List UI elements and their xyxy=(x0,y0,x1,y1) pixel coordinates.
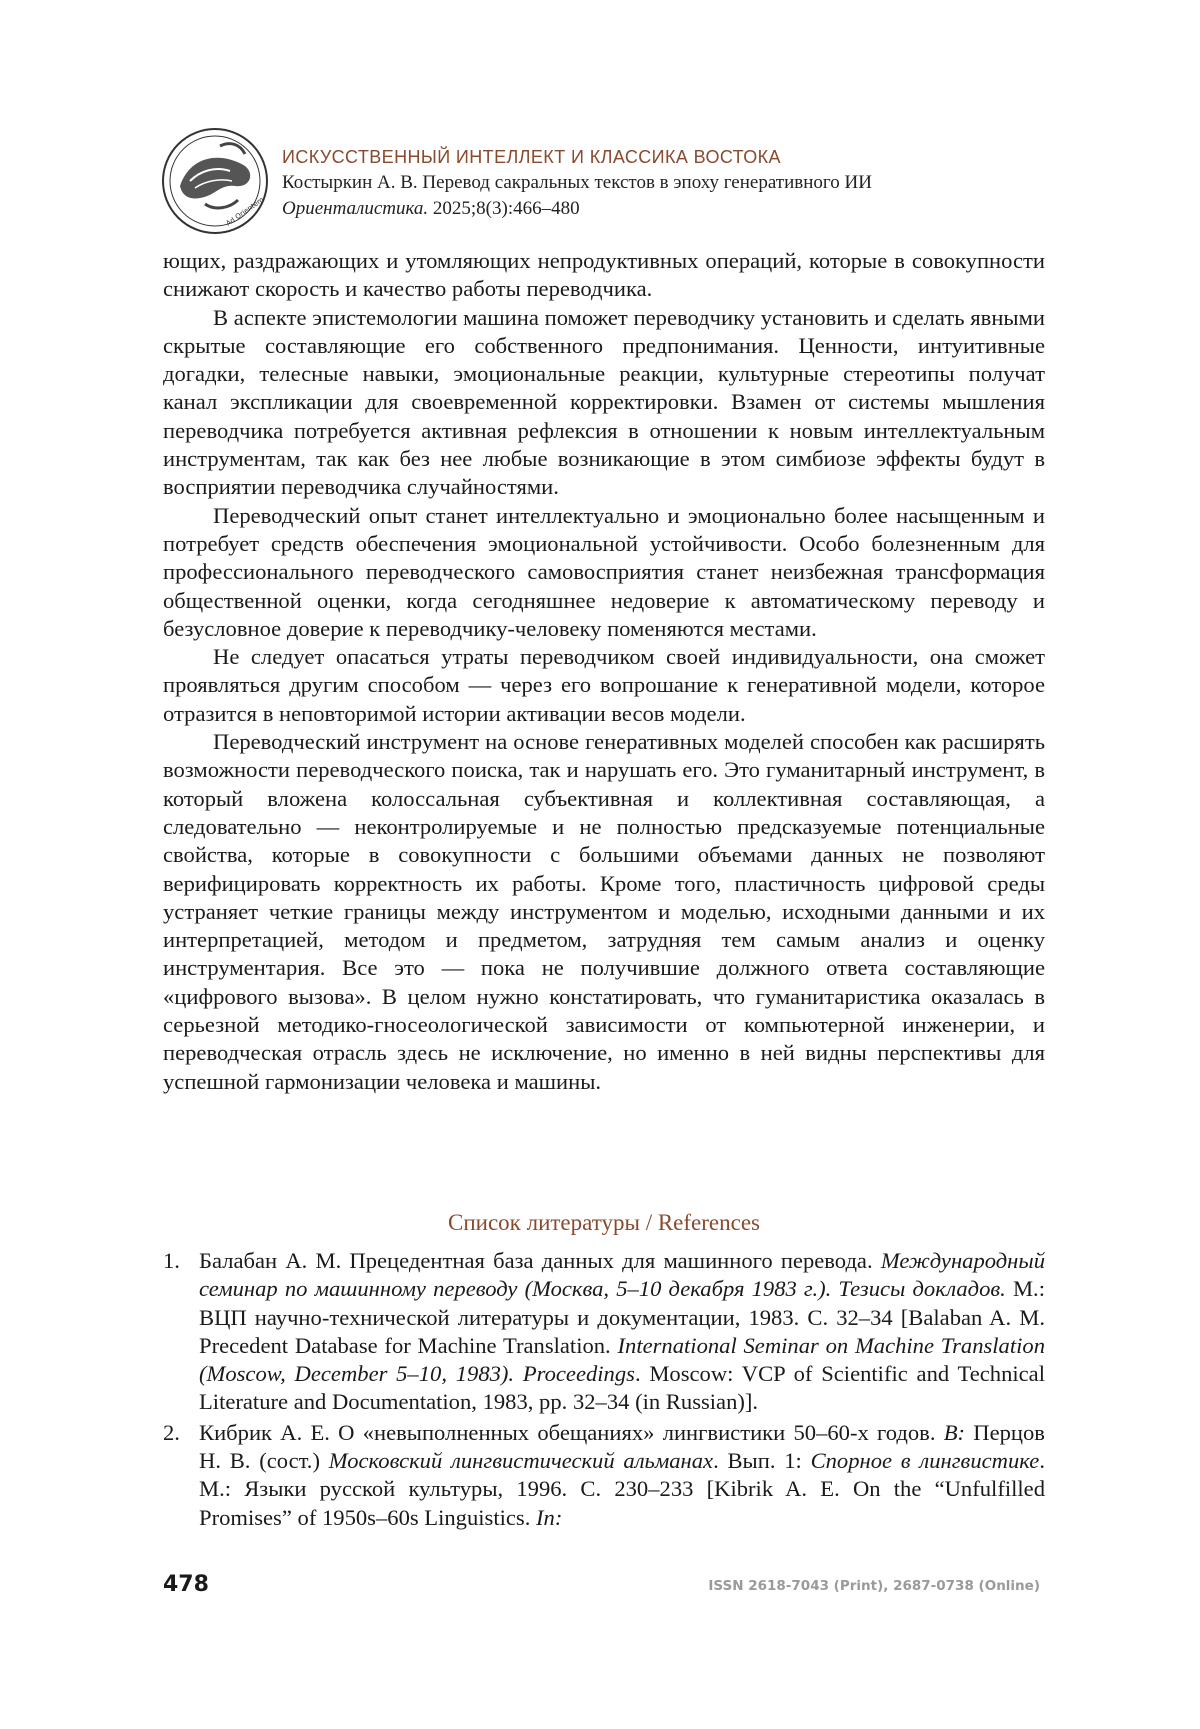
journal-citation xyxy=(282,196,1082,222)
paragraph-5: Переводческий инструмент на основе генеративных моделей способен как расширять возможности переводческого поиска, так и нарушать его. Это гуманитарный инструмент, в который вложена колоссальная субъективная и коллективная составляющая, а следовательно — неконтролируемые и не полностью предсказуемые потенциальные свойства, которые в совокупности с большими объемами данных не позволяют верифицировать корректность их работы. Кроме того, пластичность цифровой среды устраняет четкие границы между инструментом и моделью, исходными данными и их интерпретацией, методом и предметом, затрудняя тем самым анализ и оценку инструментария. Все это — пока не получившие должного ответа составляющие «цифрового вызова». В целом нужно констатировать, что гуманитаристика оказалась в серьезной методико-гносеологической зависимости от компьютерной инженерии, и переводческая отрасль здесь не исключение, но именно в ней видны перспективы для успешной гармонизации человека и машины. xyxy=(163,729,1045,1094)
article-info: Костыркин А. В. Перевод сакральных текстов в эпоху генеративного ИИ xyxy=(282,172,872,193)
reference-number: 1. xyxy=(163,1248,180,1273)
reference-number: 2. xyxy=(163,1419,180,1445)
reference-text: Балабан А. М. Прецедентная база данных для машинного перевода. Международный семинар по машинному переводу (Москва, 5–10 декабря 1983 г.). Тезисы докладов. М.: ВЦП научно-технической литературы и документации, 1983. С. 32–34 [Balaban A. M. Precedent Database for Machine Translation. International Seminar on Machine Translation (Moscow, December 5–10, 1983). Proceedings. Moscow: VCP of Scientific and Technical Literature and Documentation, 1983, pp. 32–34 (in Russian)]. xyxy=(199,1248,1046,1415)
references-heading: Список литературы / References xyxy=(448,1210,760,1235)
reference-item-2 xyxy=(163,1419,1045,1532)
section-title: ИСКУССТВЕННЫЙ ИНТЕЛЛЕКТ И КЛАССИКА ВОСТОКА xyxy=(282,147,781,167)
journal-name: Ориенталистика. xyxy=(282,198,429,219)
paragraph-4: Не следует опасаться утраты переводчиком своей индивидуальности, она сможет проявляться другим способом — через его вопрошание к генеративной модели, которое отразится в неповторимой истории активации весов модели. xyxy=(163,644,1045,726)
paragraph-1: ющих, раздражающих и утомляющих непродуктивных операций, которые в совокупности снижают скорость и качество работы переводчика. xyxy=(163,248,1045,302)
reference-text: Кибрик А. Е. О «невыполненных обещаниях» лингвистики 50–60-х годов. В: Перцов Н. В. (сост.) Московский лингвистический альманах. Вып. 1: Спорное в лингвистике. М.: Языки русской культуры, 1996. С. 230–233 [Kibrik A. E. On the “Unfulfilled Promises” of 1950s–60s Linguistics. In: xyxy=(199,1419,1045,1530)
paragraph-2: В аспекте эпистемологии машина поможет переводчику установить и сделать явными скрытые составляющие его собственного предпонимания. Ценности, интуитивные догадки, телесные навыки, эмоциональные реакции, культурные стереотипы получат канал экспликации для своевременной корректировки. Взамен от системы мышления переводчика потребуется активная рефлексия в отношении к новым интеллектуальным инструментам, так как без нее любые возникающие в этом симбиозе эффекты будут в восприятии переводчика случайностями. xyxy=(163,304,1045,500)
issn-footer: ISSN 2618-7043 (Print), 2687-0738 (Online) xyxy=(708,1578,1040,1594)
journal-logo xyxy=(160,126,270,236)
logo-text: Ad Orientem xyxy=(224,195,266,228)
article-body xyxy=(163,247,1045,1096)
page-number: 478 xyxy=(163,1572,209,1597)
reference-item-1 xyxy=(163,1247,1045,1417)
references-list xyxy=(163,1247,1045,1534)
running-header xyxy=(160,126,1060,246)
paragraph-3: Переводческий опыт станет интеллектуально и эмоционально более насыщенным и потребует средств обеспечения эмоциональной устойчивости. Особо болезненным для профессионального переводческого самовосприятия станет неизбежная трансформация общественной оценки, когда сегодняшнее недоверие к автоматическому переводу и безусловное доверие к переводчику-человеку поменяются местами. xyxy=(163,502,1045,641)
citation-numbers: 2025;8(3):466–480 xyxy=(428,198,580,219)
